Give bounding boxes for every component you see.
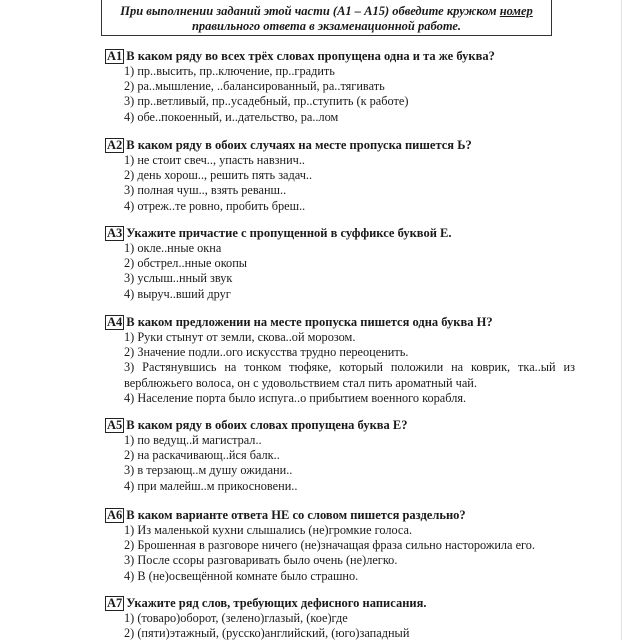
- answer-option-4[interactable]: 4) при малейш..м прикосновени..: [124, 478, 298, 493]
- answer-option-3[interactable]: 3) После ссоры разговаривать было очень (не)легко.: [124, 553, 398, 568]
- answer-option-2[interactable]: 2) Значение подли..ого искусства трудно переоценить.: [124, 345, 409, 360]
- question-text: В каком ряду во всех трёх словах пропущена одна и та же буква?: [126, 49, 495, 63]
- answer-option-4[interactable]: 4) отреж..те ровно, пробить бреш..: [124, 198, 306, 213]
- question-heading: [105, 315, 605, 330]
- answer-option-3[interactable]: 3) в терзающ..м душу ожидани..: [124, 463, 293, 478]
- answer-option-4[interactable]: 4) В (не)освещённой комнате было страшно.: [124, 568, 359, 583]
- answer-option-3[interactable]: 3) полная чуш.., взять реванш..: [124, 183, 287, 198]
- question-heading: [105, 49, 605, 64]
- question-a1: [105, 49, 605, 125]
- question-number-box: А6: [107, 508, 123, 522]
- question-number-box: А7: [107, 596, 123, 610]
- answer-option-1[interactable]: 1) по ведущ..й магистрал..: [124, 433, 262, 447]
- instruction-line-1: [102, 4, 551, 19]
- question-heading: [105, 596, 605, 611]
- question-a4: [105, 315, 605, 406]
- instruction-box: [101, 0, 552, 36]
- answer-option-1[interactable]: 1) Руки стынут от земли, скова..ой морозом.: [124, 330, 356, 344]
- question-heading: [105, 226, 605, 241]
- answer-option-2[interactable]: 2) (пяти)этажный, (русско)английский, (юго)западный: [124, 626, 410, 640]
- answer-option-1[interactable]: 1) не стоит свеч.., упасть навзнич..: [124, 153, 306, 167]
- question-number-box: А2: [107, 138, 123, 152]
- question-number-box: А1: [107, 49, 123, 63]
- question-text: В каком варианте ответа НЕ со словом пишется раздельно?: [126, 508, 466, 522]
- question-heading: [105, 418, 605, 433]
- instruction-line-2: правильного ответа в экзаменационной работе.: [191, 19, 462, 33]
- question-a7: [105, 596, 605, 640]
- answer-option-2[interactable]: 2) обстрел..нные окопы: [124, 256, 248, 271]
- answer-option-1[interactable]: 1) Из маленькой кухни слышались (не)громкие голоса.: [124, 523, 413, 537]
- answer-option-1[interactable]: 1) пр..высить, пр..ключение, пр..градить: [124, 64, 335, 78]
- answer-option-2[interactable]: 2) на раскачивающ..йся балк..: [124, 448, 280, 463]
- question-text: В каком ряду в обоих словах пропущена буква Е?: [126, 418, 408, 432]
- question-number-box: А3: [107, 226, 123, 240]
- answer-option-4[interactable]: 4) Население порта было испуга..о прибытием военного корабля.: [124, 390, 467, 405]
- answer-option-2[interactable]: 2) день хорош.., решить пять задач..: [124, 168, 313, 183]
- question-a5: [105, 418, 605, 494]
- page-edge-line: [621, 0, 622, 640]
- question-a6: [105, 508, 605, 584]
- question-a3: [105, 226, 605, 302]
- question-text: В каком ряду в обоих случаях на месте пропуска пишется Ь?: [126, 138, 472, 152]
- answer-option-4[interactable]: 4) выруч..вший друг: [124, 286, 231, 301]
- question-text: Укажите причастие с пропущенной в суффиксе буквой Е.: [126, 226, 452, 240]
- question-heading: [105, 508, 605, 523]
- answer-option-2[interactable]: 2) ра..мышление, ..балансированный, ра..тягивать: [124, 79, 385, 94]
- question-heading: [105, 138, 605, 153]
- answer-option-4[interactable]: 4) обе..покоенный, и..дательство, ра..лом: [124, 109, 339, 124]
- question-a2: [105, 138, 605, 214]
- question-text: В каком предложении на месте пропуска пишется одна буква Н?: [126, 315, 493, 329]
- answer-option-3[interactable]: 3) пр..ветливый, пр..усадебный, пр..ступить (к работе): [124, 94, 409, 109]
- instruction-underlined-word: номер: [499, 4, 533, 18]
- answer-option-1[interactable]: 1) (товаро)оборот, (зелено)глазый, (кое)где: [124, 611, 348, 625]
- instruction-text: При выполнении заданий этой части (А1 – А15) обведите кружком: [120, 4, 500, 18]
- answer-option-3[interactable]: 3) услыш..нный звук: [124, 271, 233, 286]
- answer-option-3[interactable]: 3) Растянувшись на тонком тюфяке, который положили на коврик, тка..ый из верблюжьего волоса, он с удовольствием стал пить ароматный чай.: [124, 360, 575, 390]
- question-text: Укажите ряд слов, требующих дефисного написания.: [126, 596, 427, 610]
- question-number-box: А4: [107, 315, 123, 329]
- answer-option-2[interactable]: 2) Брошенная в разговоре ничего (не)значащая фраза сильно насторожила его.: [124, 538, 535, 553]
- question-number-box: А5: [107, 418, 123, 432]
- answer-option-1[interactable]: 1) окле..нные окна: [124, 241, 222, 255]
